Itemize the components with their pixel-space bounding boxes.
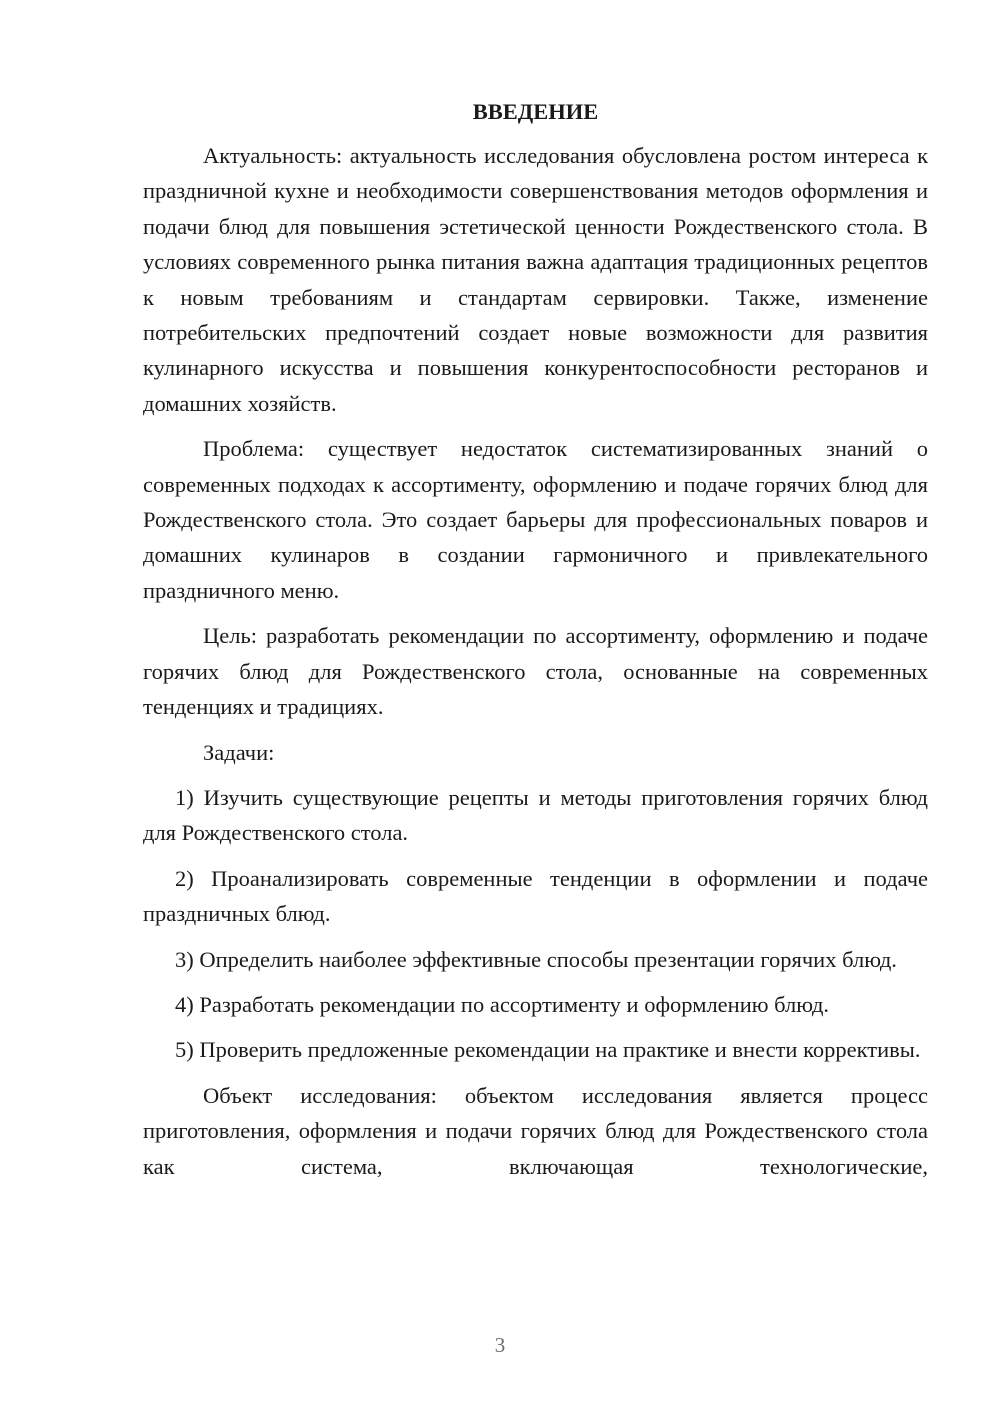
- paragraph-goal: Цель: разработать рекомендации по ассортименту, оформлению и подаче горячих блюд для Рождественского стола, основанные на современных тенденциях и традициях.: [143, 623, 928, 720]
- paragraph-problem: Проблема: существует недостаток систематизированных знаний о современных подходах к ассортименту, оформлению и подаче горячих блюд для Рождественского стола. Это создает барьеры для профессиональных поваров и домашних кулинаров в создании гармоничного и привлекательного праздничного меню.: [143, 436, 928, 603]
- task-item-4: 4) Разработать рекомендации по ассортименту и оформлению блюд.: [175, 991, 830, 1017]
- task-item-5: 5) Проверить предложенные рекомендации на практике и внести коррективы.: [175, 1037, 921, 1063]
- page-number: 3: [494, 1333, 506, 1357]
- paragraph-object: Объект исследования: объектом исследования является процесс приготовления, оформления и подачи горячих блюд для Рождественского стола как система, включающая технологические,: [143, 1082, 928, 1179]
- section-title: ВВЕДЕНИЕ: [472, 99, 599, 124]
- document-page: [143, 95, 928, 1194]
- tasks-heading: Задачи:: [203, 739, 275, 765]
- paragraph-relevance: Актуальность: актуальность исследования обусловлена ростом интереса к праздничной кухне и необходимости совершенствования методов оформления и подачи блюд для повышения эстетической ценности Рождественского стола. В условиях современного рынка питания важна адаптация традиционных рецептов к новым требованиям и стандартам сервировки. Также, изменение потребительских предпочтений создает новые возможности для развития кулинарного искусства и повышения конкурентоспособности ресторанов и домашних хозяйств.: [143, 143, 928, 416]
- task-item-1: 1) Изучить существующие рецепты и методы приготовления горячих блюд для Рождественского стола.: [143, 784, 928, 846]
- task-item-2: 2) Проанализировать современные тенденции в оформлении и подаче праздничных блюд.: [143, 865, 928, 927]
- task-item-3: 3) Определить наиболее эффективные способы презентации горячих блюд.: [175, 946, 897, 972]
